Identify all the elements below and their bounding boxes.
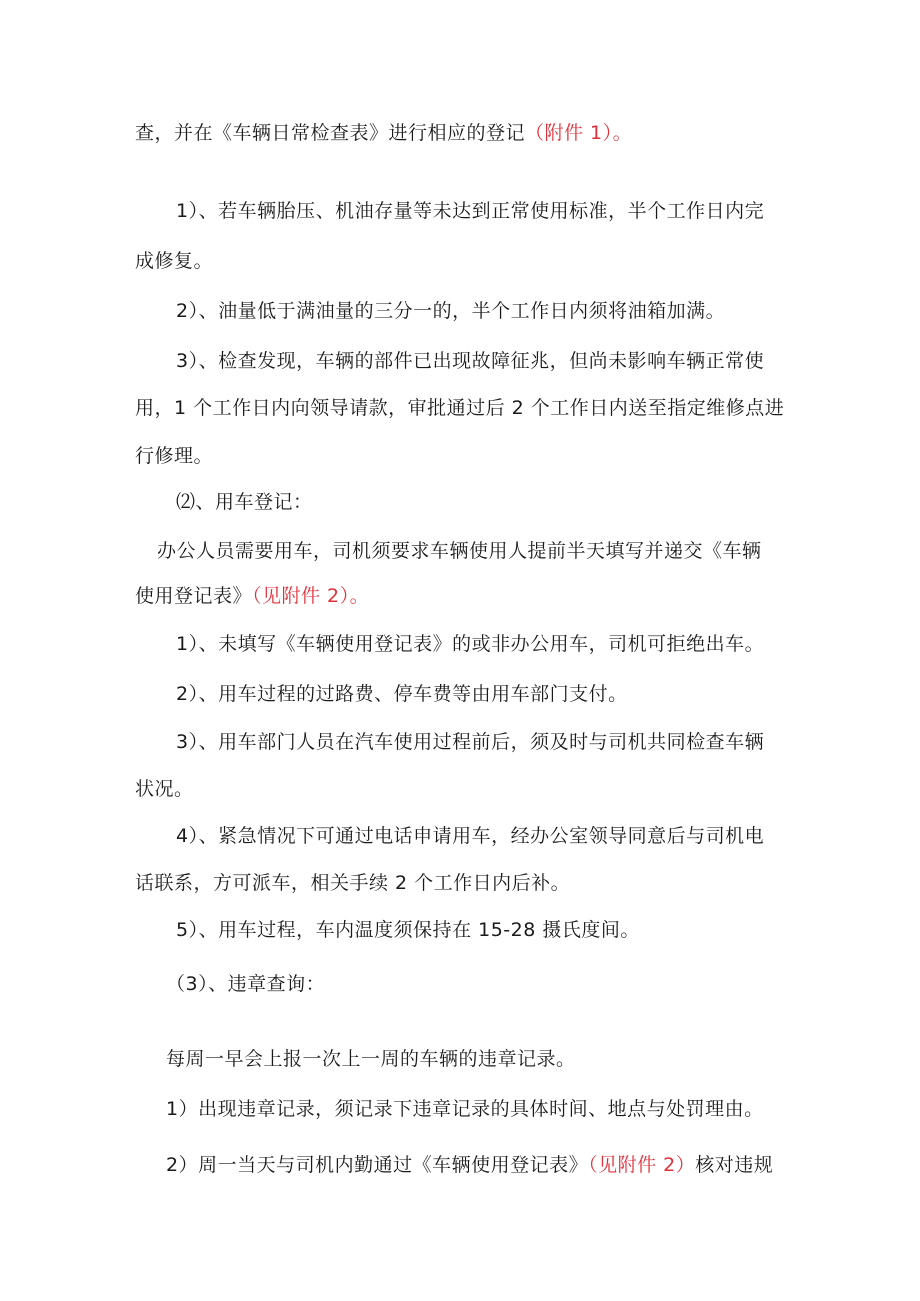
list-item-tire-pressure-cont: 成修复。 [135, 250, 214, 272]
list-item-joint-inspection-cont: 状况。 [135, 778, 194, 800]
list-item-temperature: 5）、用车过程，车内温度须保持在 15-28 摄氏度间。 [176, 919, 640, 941]
list-item-monday-check [166, 1153, 773, 1177]
list-item-joint-inspection: 3）、用车部门人员在汽车使用过程前后，须及时与司机共同检查车辆 [176, 731, 765, 753]
list-item-record-violation: 1）出现违章记录，须记录下违章记录的具体时间、地点与处罚理由。 [166, 1098, 764, 1120]
section-intro-weekly-report: 每周一早会上报一次上一周的车辆的违章记录。 [166, 1048, 576, 1070]
list-item-fuel-level: 2）、油量低于满油量的三分一的，半个工作日内须将油箱加满。 [176, 300, 726, 322]
list-item-text: 2）周一当天与司机内勤通过《车辆使用登记表》 [166, 1154, 589, 1176]
section-heading-vehicle-registration: ⑵、用车登记： [176, 491, 313, 513]
list-item-fault-inspection: 3）、检查发现，车辆的部件已出现故障征兆，但尚未影响车辆正常使 [176, 350, 765, 372]
list-item-text-after: 核对违规 [695, 1154, 774, 1176]
paragraph-continuation [135, 121, 632, 145]
section-intro-cont [135, 584, 369, 608]
list-item-emergency-request-cont: 话联系，方可派车，相关手续 2 个工作日内后补。 [135, 872, 571, 894]
paragraph-text: 查，并在《车辆日常检查表》进行相应的登记 [135, 122, 526, 144]
section-intro-text: 使用登记表》 [135, 585, 253, 607]
list-item-fault-inspection-cont2: 行修理。 [135, 445, 214, 467]
section-heading-violation-query: （3）、违章查询： [166, 973, 326, 995]
list-item-tire-pressure: 1）、若车辆胎压、机油存量等未达到正常使用标准，半个工作日内完 [176, 200, 765, 222]
list-item-tolls-parking: 2）、用车过程的过路费、停车费等由用车部门支付。 [176, 683, 628, 705]
attachment-reference: （附件 1）。 [525, 122, 633, 144]
attachment-reference: （见附件 2） [588, 1154, 696, 1176]
attachment-reference: （见附件 2）。 [252, 585, 370, 607]
list-item-emergency-request: 4）、紧急情况下可通过电话申请用车，经办公室领导同意后与司机电 [176, 825, 765, 847]
section-intro: 办公人员需要用车，司机须要求车辆使用人提前半天填写并递交《车辆 [157, 540, 762, 562]
list-item-fault-inspection-cont: 用，1 个工作日内向领导请款，审批通过后 2 个工作日内送至指定维修点进 [135, 397, 785, 419]
list-item-refuse-service: 1）、未填写《车辆使用登记表》的或非办公用车，司机可拒绝出车。 [176, 633, 765, 655]
